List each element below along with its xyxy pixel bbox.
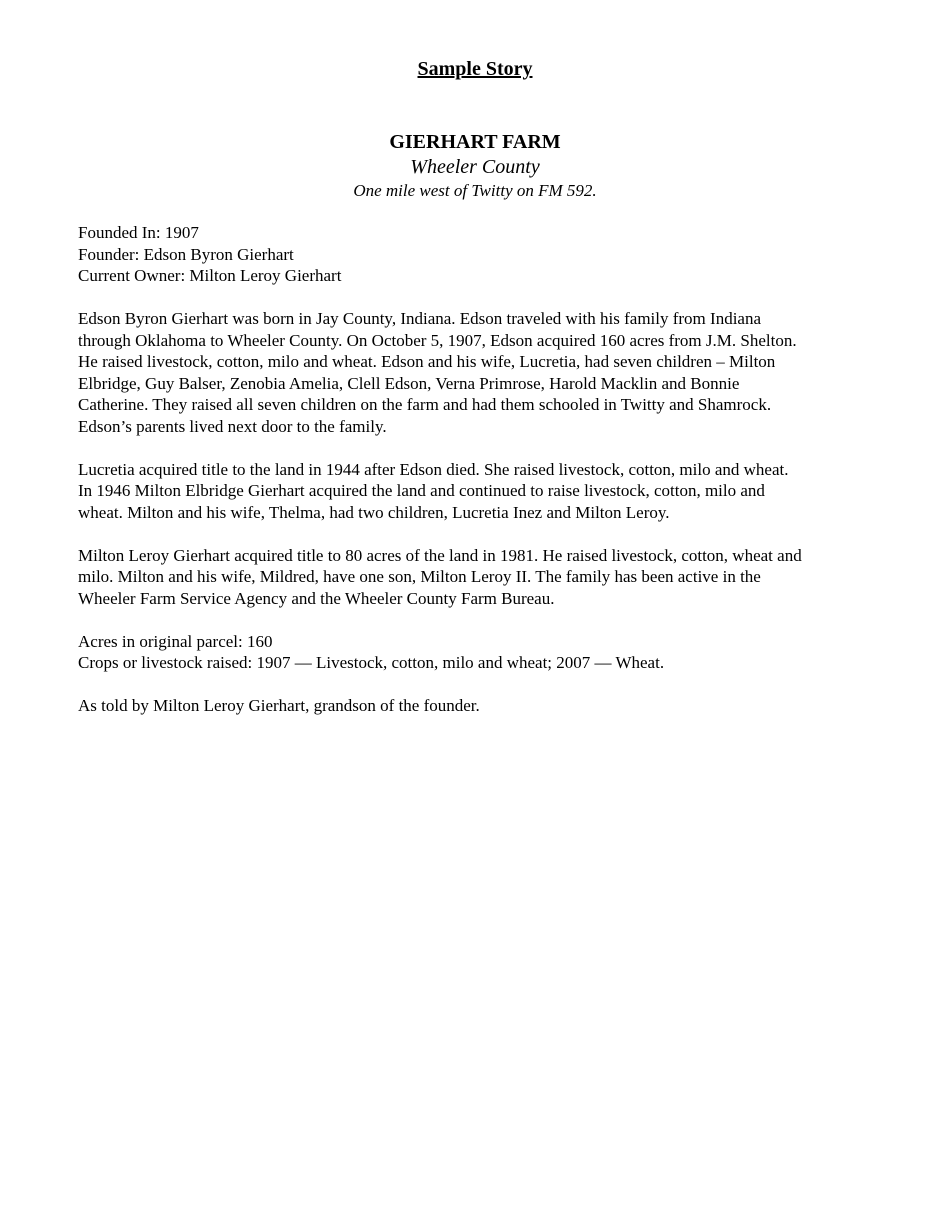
current-owner: Current Owner: Milton Leroy Gierhart: [78, 266, 342, 285]
crops-raised: Crops or livestock raised: 1907 — Livestock, cotton, milo and wheat; 2007 — Wheat.: [78, 653, 665, 672]
acres-original-parcel: Acres in original parcel: 160: [78, 631, 273, 651]
story-body: [78, 222, 878, 738]
paragraph-line: milo. Milton and his wife, Mildred, have one son, Milton Leroy II. The family has been active in the: [78, 567, 761, 586]
paragraph-line: Edson Byron Gierhart was born in Jay County, Indiana. Edson traveled with his family from Indiana: [78, 309, 762, 328]
title-block: [0, 130, 950, 202]
founded-in: Founded In: 1907: [78, 223, 199, 242]
sample-story-heading: Sample Story: [417, 58, 533, 80]
paragraph-1: [78, 308, 878, 437]
paragraph-line: Edson’s parents lived next door to the family.: [78, 416, 387, 436]
paragraph-line: Wheeler Farm Service Agency and the Wheeler County Farm Bureau.: [78, 588, 555, 608]
farm-name: GIERHART FARM: [389, 131, 561, 153]
founder: Founder: Edson Byron Gierhart: [78, 244, 294, 264]
paragraph-line: wheat. Milton and his wife, Thelma, had two children, Lucretia Inez and Milton Leroy.: [78, 502, 670, 522]
paragraph-line: Elbridge, Guy Balser, Zenobia Amelia, Clell Edson, Verna Primrose, Harold Macklin and Bonnie: [78, 373, 740, 393]
details-block: [78, 631, 878, 674]
attribution: As told by Milton Leroy Gierhart, grandson of the founder.: [78, 696, 480, 715]
paragraph-line: through Oklahoma to Wheeler County. On October 5, 1907, Edson acquired 160 acres from J.M. Shelton.: [78, 330, 797, 350]
paragraph-line: Lucretia acquired title to the land in 1944 after Edson died. She raised livestock, cotton, milo and wheat.: [78, 459, 789, 479]
paragraph-line: Catherine. They raised all seven children on the farm and had them schooled in Twitty and Shamrock.: [78, 395, 772, 414]
county-name: Wheeler County: [410, 156, 540, 178]
paragraph-line: He raised livestock, cotton, milo and wheat. Edson and his wife, Lucretia, had seven children – Milton: [78, 352, 776, 371]
facts-block: [78, 222, 878, 287]
paragraph-3: [78, 545, 878, 610]
paragraph-line: In 1946 Milton Elbridge Gierhart acquired the land and continued to raise livestock, cotton, milo and: [78, 481, 765, 500]
paragraph-line: Milton Leroy Gierhart acquired title to 80 acres of the land in 1981. He raised livestock, cotton, wheat and: [78, 545, 802, 565]
farm-location: One mile west of Twitty on FM 592.: [353, 181, 597, 200]
paragraph-2: [78, 459, 878, 524]
